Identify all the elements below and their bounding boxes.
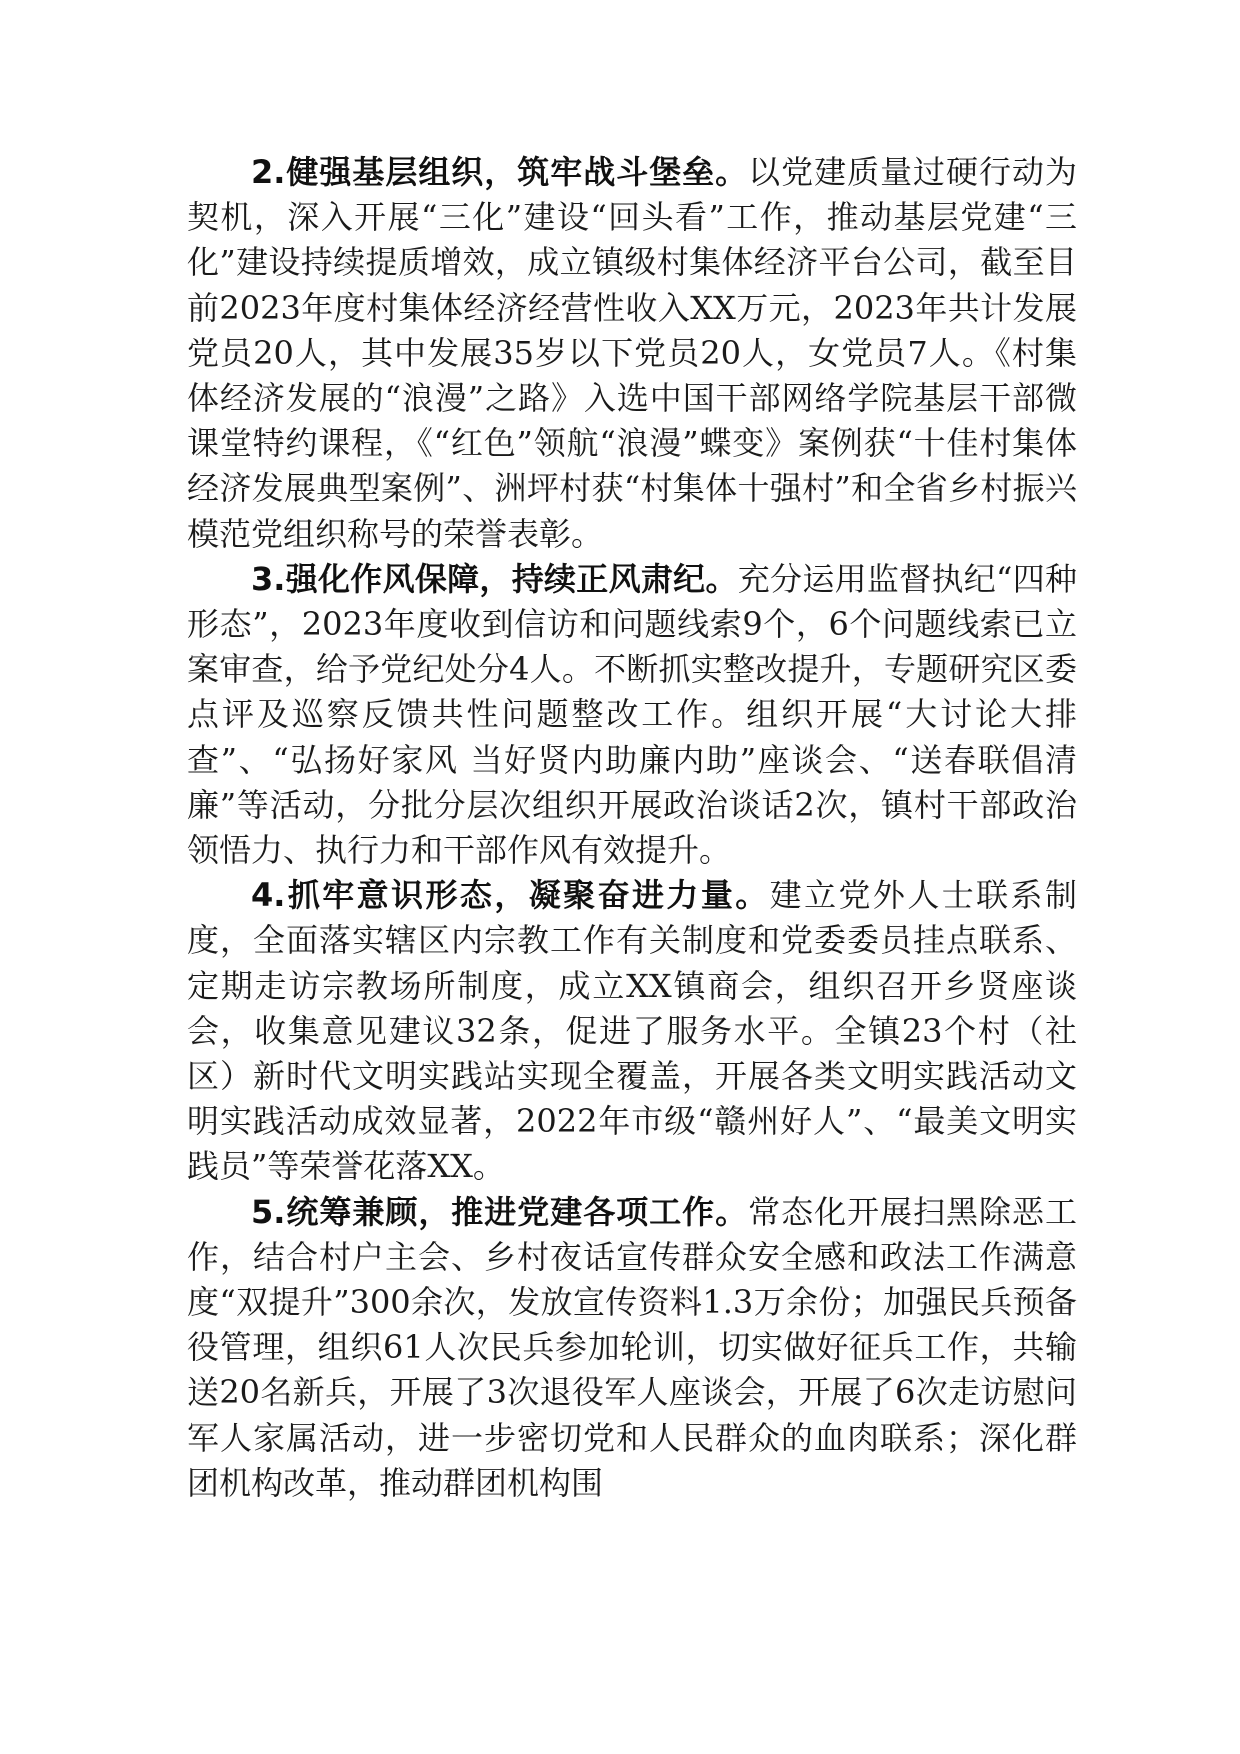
document-body (187, 150, 1077, 1506)
paragraph-4 (187, 873, 1077, 1189)
paragraph-text: 常态化开展扫黑除恶工作，结合村户主会、乡村夜话宣传群众安全感和政法工作满意度“双提升”300余次，发放宣传资料1.3万余份；加强民兵预备役管理，组织61人次民兵参加轮训，切实做好征兵工作，共输送20名新兵，开展了3次退役军人座谈会，开展了6次走访慰问军人家属活动，进一步密切党和人民群众的血肉联系；深化群团机构改革，推动群团机构围 (187, 1192, 1077, 1502)
paragraph-heading: 2.健强基层组织，筑牢战斗堡垒。 (251, 153, 749, 191)
paragraph-heading: 3.强化作风保障，持续正风肃纪。 (251, 559, 738, 598)
paragraph-text: 充分运用监督执纪“四种形态”，2023年度收到信访和问题线索9个，6个问题线索已立案审查，给予党纪处分4人。不断抓实整改提升，专题研究区委点评及巡察反馈共性问题整改工作。组织开展“大讨论大排查”、“弘扬好家风 当好贤内助廉内助”座谈会、“送春联倡清廉”等活动，分批分层次组织开展政治谈话2次，镇村干部政治领悟力、执行力和干部作风有效提升。 (187, 559, 1077, 870)
paragraph-2 (187, 150, 1077, 557)
paragraph-text: 建立党外人士联系制度，全面落实辖区内宗教工作有关制度和党委委员挂点联系、定期走访宗教场所制度，成立XX镇商会，组织召开乡贤座谈会，收集意见建议32条，促进了服务水平。全镇23个村（社区）新时代文明实践站实现全覆盖，开展各类文明实践活动文明实践活动成效显著，2022年市级“赣州好人”、“最美文明实践员”等荣誉花落XX。 (187, 876, 1077, 1186)
paragraph-heading: 4.抓牢意识形态，凝聚奋进力量。 (251, 876, 770, 915)
paragraph-heading: 5.统筹兼顾，推进党建各项工作。 (251, 1192, 749, 1231)
paragraph-text: 以党建质量过硬行动为契机，深入开展“三化”建设“回头看”工作，推动基层党建“三化”建设持续提质增效，成立镇级村集体经济平台公司，截至目前2023年度村集体经济经营性收入XX万元，2023年共计发展党员20人，其中发展35岁以下党员20人，女党员7人。《村集体经济发展的“浪漫”之路》入选中国干部网络学院基层干部微课堂特约课程，《“红色”领航“浪漫”蝶变》案例获“十佳村集体经济发展典型案例”、洲坪村获“村集体十强村”和全省乡村振兴模范党组织称号的荣誉表彰。 (187, 153, 1077, 553)
paragraph-3 (187, 557, 1077, 873)
paragraph-5 (187, 1190, 1077, 1506)
